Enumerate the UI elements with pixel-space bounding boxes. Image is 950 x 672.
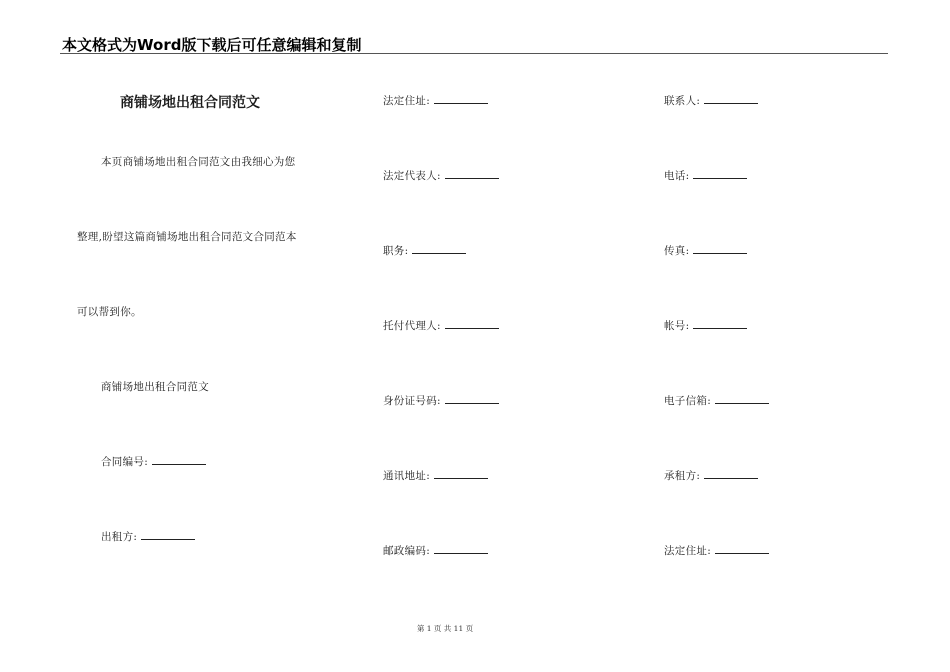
- field-blank: [704, 468, 758, 479]
- field-label: 邮政编码:: [383, 545, 431, 557]
- field-blank: [434, 93, 488, 104]
- right-field-account: [664, 318, 747, 333]
- document-header-banner: 本文格式为Word版下载后可任意编辑和复制: [62, 36, 362, 54]
- right-field-fax: [664, 243, 747, 258]
- contract-number-field: [101, 454, 206, 469]
- mid-field-mailing-address: [383, 468, 488, 483]
- field-blank: [434, 543, 488, 554]
- field-label: 法定代表人:: [383, 170, 441, 182]
- intro-line-3: 可以帮到你。: [77, 306, 142, 318]
- field-blank: [693, 168, 747, 179]
- document-title: 商铺场地出租合同范文: [120, 95, 260, 111]
- field-label: 通讯地址:: [383, 470, 431, 482]
- lessor-field: [101, 529, 195, 544]
- field-blank: [693, 318, 747, 329]
- lessor-label: 出租方:: [101, 531, 138, 543]
- field-blank: [704, 93, 758, 104]
- right-field-phone: [664, 168, 747, 183]
- lessor-blank: [141, 529, 195, 540]
- right-field-email: [664, 393, 769, 408]
- field-blank: [715, 393, 769, 404]
- field-label: 身份证号码:: [383, 395, 441, 407]
- field-blank: [434, 468, 488, 479]
- mid-field-position: [383, 243, 466, 258]
- mid-field-legal-representative: [383, 168, 499, 183]
- field-label: 联系人:: [664, 95, 701, 107]
- field-label: 职务:: [383, 245, 409, 257]
- field-blank: [445, 168, 499, 179]
- mid-field-postal-code: [383, 543, 488, 558]
- intro-line-1: 本页商铺场地出租合同范文由我细心为您: [101, 156, 296, 168]
- field-blank: [445, 393, 499, 404]
- header-divider: [60, 53, 888, 54]
- field-label: 传真:: [664, 245, 690, 257]
- right-field-lessee: [664, 468, 758, 483]
- contract-number-blank: [152, 454, 206, 465]
- mid-field-id-number: [383, 393, 499, 408]
- field-label: 电话:: [664, 170, 690, 182]
- right-field-legal-address: [664, 543, 769, 558]
- mid-field-agent: [383, 318, 499, 333]
- field-label: 电子信箱:: [664, 395, 712, 407]
- field-blank: [715, 543, 769, 554]
- intro-line-2: 整理,盼望这篇商铺场地出租合同范文合同范本: [77, 231, 297, 243]
- contract-number-label: 合同编号:: [101, 456, 149, 468]
- field-label: 法定住址:: [383, 95, 431, 107]
- right-field-contact: [664, 93, 758, 108]
- field-label: 承租方:: [664, 470, 701, 482]
- contract-subtitle: 商铺场地出租合同范文: [101, 381, 209, 393]
- mid-field-legal-address: [383, 93, 488, 108]
- field-blank: [412, 243, 466, 254]
- field-label: 帐号:: [664, 320, 690, 332]
- page-footer: 第 1 页 共 11 页: [416, 624, 474, 633]
- field-label: 托付代理人:: [383, 320, 441, 332]
- field-blank: [445, 318, 499, 329]
- field-blank: [693, 243, 747, 254]
- field-label: 法定住址:: [664, 545, 712, 557]
